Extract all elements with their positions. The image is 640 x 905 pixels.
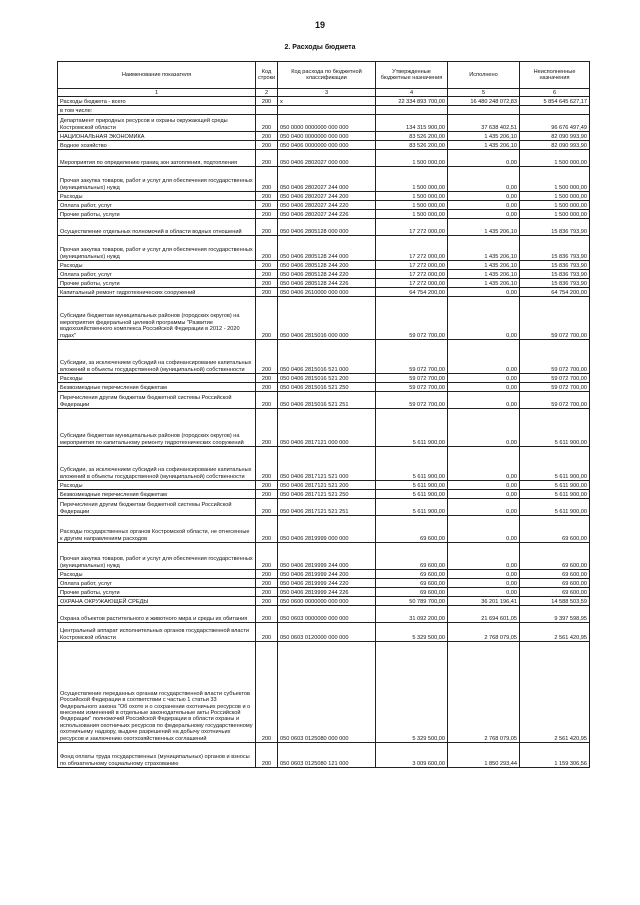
row-approved-cell: 69 600,00 (376, 516, 448, 543)
row-budget-code-cell: 050 0406 2805128 244 226 (278, 279, 376, 288)
row-unexecuted-cell: 5 854 645 627,17 (520, 97, 590, 106)
column-number: 4 (376, 89, 448, 97)
row-budget-code-cell: 050 0603 0125080 121 000 (278, 743, 376, 768)
table-row (58, 447, 590, 481)
row-executed-cell: 1 435 206,10 (448, 270, 520, 279)
row-budget-code-cell: 050 0406 2802027 244 200 (278, 192, 376, 201)
row-code-cell: 200 (256, 642, 278, 743)
row-code-cell: 200 (256, 201, 278, 210)
table-row (58, 570, 590, 579)
row-approved-cell: 1 500 000,00 (376, 210, 448, 219)
row-unexecuted-cell: 5 611 900,00 (520, 490, 590, 499)
table-row (58, 141, 590, 150)
section-title: 2. Расходы бюджета (284, 44, 356, 51)
row-unexecuted-cell: 2 561 420,95 (520, 642, 590, 743)
table-row (58, 132, 590, 141)
row-executed-cell: 0,00 (448, 392, 520, 409)
column-header-budget-code: Код расхода по бюджетной классификации (278, 62, 376, 89)
row-code-cell: 200 (256, 606, 278, 623)
table-row (58, 192, 590, 201)
row-name-cell: ОХРАНА ОКРУЖАЮЩЕЙ СРЕДЫ (58, 597, 256, 606)
row-budget-code-cell: 050 0406 2819999 244 226 (278, 588, 376, 597)
row-name-cell: Расходы бюджета - всего (58, 97, 256, 106)
table-row (58, 383, 590, 392)
row-executed-cell: 0,00 (448, 374, 520, 383)
row-name-cell: Субсидии, за исключением субсидий на софинансирование капитальных вложений в объекты государственной (муниципальной) собственности (58, 340, 256, 374)
row-code-cell: 200 (256, 409, 278, 447)
row-budget-code-cell: 050 0406 2819999 244 000 (278, 543, 376, 570)
row-unexecuted-cell: 1 500 000,00 (520, 210, 590, 219)
row-code-cell: 200 (256, 261, 278, 270)
row-budget-code-cell: 050 0603 0120000 000 000 (278, 623, 376, 642)
column-number-row (58, 89, 590, 97)
row-name-cell: Безвозмездные перечисления бюджетам (58, 383, 256, 392)
column-header-executed: Исполнено (448, 62, 520, 89)
row-budget-code-cell: 050 0406 2805128 244 000 (278, 236, 376, 261)
row-executed-cell: 1 435 206,10 (448, 132, 520, 141)
table-row (58, 642, 590, 743)
column-header-name: Наименование показателя (58, 62, 256, 89)
row-name-cell: Оплата работ, услуг (58, 270, 256, 279)
row-unexecuted-cell: 5 611 900,00 (520, 409, 590, 447)
row-approved-cell: 1 500 000,00 (376, 201, 448, 210)
row-approved-cell: 64 754 200,00 (376, 288, 448, 297)
column-number: 6 (520, 89, 590, 97)
table-row (58, 97, 590, 106)
row-budget-code-cell (278, 106, 376, 115)
table-row (58, 279, 590, 288)
expenditure-table (57, 61, 590, 768)
column-number: 1 (58, 89, 256, 97)
row-code-cell: 200 (256, 743, 278, 768)
row-approved-cell: 69 600,00 (376, 543, 448, 570)
table-row (58, 340, 590, 374)
row-unexecuted-cell: 69 600,00 (520, 516, 590, 543)
row-code-cell: 200 (256, 219, 278, 236)
row-executed-cell: 0,00 (448, 167, 520, 192)
row-unexecuted-cell: 15 836 793,90 (520, 261, 590, 270)
row-approved-cell: 17 272 000,00 (376, 279, 448, 288)
row-budget-code-cell: 050 0406 2819999 244 200 (278, 570, 376, 579)
row-budget-code-cell: 050 0406 2815016 000 000 (278, 297, 376, 340)
row-code-cell: 200 (256, 499, 278, 516)
row-unexecuted-cell: 1 500 000,00 (520, 150, 590, 167)
row-code-cell: 200 (256, 167, 278, 192)
row-approved-cell: 3 009 600,00 (376, 743, 448, 768)
row-executed-cell: 0,00 (448, 481, 520, 490)
row-approved-cell: 69 600,00 (376, 570, 448, 579)
row-executed-cell: 0,00 (448, 543, 520, 570)
row-budget-code-cell: 050 0406 2805128 244 220 (278, 270, 376, 279)
table-row (58, 150, 590, 167)
row-code-cell: 200 (256, 115, 278, 132)
row-unexecuted-cell: 64 754 200,00 (520, 288, 590, 297)
column-header-unexecuted: Неисполненные назначения (520, 62, 590, 89)
row-budget-code-cell: 050 0406 2802027 244 226 (278, 210, 376, 219)
row-code-cell: 200 (256, 516, 278, 543)
row-executed-cell: 1 435 206,10 (448, 236, 520, 261)
table-row (58, 623, 590, 642)
row-code-cell: 200 (256, 97, 278, 106)
row-name-cell: Безвозмездные перечисления бюджетам (58, 490, 256, 499)
row-budget-code-cell: 050 0406 2819999 244 220 (278, 579, 376, 588)
row-budget-code-cell: 050 0406 2817121 521 251 (278, 499, 376, 516)
row-unexecuted-cell: 15 836 793,90 (520, 236, 590, 261)
row-code-cell: 200 (256, 383, 278, 392)
row-executed-cell: 1 435 206,10 (448, 141, 520, 150)
row-code-cell: 200 (256, 236, 278, 261)
table-row (58, 219, 590, 236)
row-approved-cell: 5 611 900,00 (376, 490, 448, 499)
table-row (58, 588, 590, 597)
table-row (58, 543, 590, 570)
column-number: 2 (256, 89, 278, 97)
row-executed-cell: 0,00 (448, 447, 520, 481)
row-executed-cell: 0,00 (448, 499, 520, 516)
table-row (58, 261, 590, 270)
table-row (58, 597, 590, 606)
column-number: 5 (448, 89, 520, 97)
row-executed-cell: 0,00 (448, 579, 520, 588)
row-unexecuted-cell: 69 600,00 (520, 570, 590, 579)
table-row (58, 374, 590, 383)
row-name-cell: Перечисления другим бюджетам бюджетной системы Российской Федерации (58, 392, 256, 409)
row-executed-cell: 0,00 (448, 516, 520, 543)
table-row (58, 115, 590, 132)
row-name-cell: Прочие работы, услуги (58, 588, 256, 597)
row-code-cell: 200 (256, 543, 278, 570)
table-row (58, 210, 590, 219)
row-executed-cell (448, 106, 520, 115)
row-executed-cell: 0,00 (448, 383, 520, 392)
table-row (58, 409, 590, 447)
row-name-cell: Расходы (58, 374, 256, 383)
row-code-cell: 200 (256, 374, 278, 383)
row-budget-code-cell: 050 0406 2815016 521 000 (278, 340, 376, 374)
row-approved-cell: 1 500 000,00 (376, 192, 448, 201)
row-code-cell (256, 106, 278, 115)
row-unexecuted-cell: 59 072 700,00 (520, 297, 590, 340)
row-executed-cell: 36 201 196,41 (448, 597, 520, 606)
row-code-cell: 200 (256, 447, 278, 481)
row-budget-code-cell: 050 0000 0000000 000 000 (278, 115, 376, 132)
row-approved-cell: 59 072 700,00 (376, 374, 448, 383)
row-approved-cell (376, 106, 448, 115)
row-name-cell: Департамент природных ресурсов и охраны окружающей среды Костромской области (58, 115, 256, 132)
row-budget-code-cell: 050 0406 2815016 521 251 (278, 392, 376, 409)
table-row (58, 516, 590, 543)
row-name-cell: Оплата работ, услуг (58, 579, 256, 588)
row-approved-cell: 17 272 000,00 (376, 236, 448, 261)
row-approved-cell: 5 611 900,00 (376, 447, 448, 481)
row-name-cell: Расходы (58, 192, 256, 201)
table-row (58, 392, 590, 409)
row-name-cell: Фонд оплаты труда государственных (муниципальных) органов и взносы по обязательному социальному страхованию (58, 743, 256, 768)
row-budget-code-cell: 050 0406 2805128 000 000 (278, 219, 376, 236)
row-executed-cell: 1 435 206,10 (448, 219, 520, 236)
row-code-cell: 200 (256, 288, 278, 297)
table-row (58, 490, 590, 499)
row-approved-cell: 50 789 700,00 (376, 597, 448, 606)
page-number: 19 (314, 20, 325, 30)
row-name-cell: Охрана объектов растительного и животного мира и среды их обитания (58, 606, 256, 623)
row-unexecuted-cell: 5 611 900,00 (520, 447, 590, 481)
row-approved-cell: 17 272 000,00 (376, 219, 448, 236)
row-code-cell: 200 (256, 279, 278, 288)
row-approved-cell: 5 329 500,00 (376, 623, 448, 642)
table-row (58, 201, 590, 210)
row-code-cell: 200 (256, 570, 278, 579)
row-executed-cell: 1 435 206,10 (448, 261, 520, 270)
row-name-cell: в том числе: (58, 106, 256, 115)
row-executed-cell: 0,00 (448, 201, 520, 210)
row-budget-code-cell: 050 0406 2819999 000 000 (278, 516, 376, 543)
row-budget-code-cell: 050 0406 2815016 521 250 (278, 383, 376, 392)
row-budget-code-cell: 050 0400 0000000 000 000 (278, 132, 376, 141)
row-name-cell: НАЦИОНАЛЬНАЯ ЭКОНОМИКА (58, 132, 256, 141)
row-approved-cell: 31 092 200,00 (376, 606, 448, 623)
row-budget-code-cell: 050 0406 2802027 000 000 (278, 150, 376, 167)
row-budget-code-cell: 050 0406 2817121 521 250 (278, 490, 376, 499)
row-unexecuted-cell: 59 072 700,00 (520, 383, 590, 392)
row-name-cell: Центральный аппарат исполнительных органов государственной власти Костромской области (58, 623, 256, 642)
table-row (58, 236, 590, 261)
row-executed-cell: 0,00 (448, 340, 520, 374)
row-code-cell: 200 (256, 141, 278, 150)
row-budget-code-cell: 050 0406 2817121 000 000 (278, 409, 376, 447)
table-row (58, 288, 590, 297)
column-header-code: Код строки (256, 62, 278, 89)
row-name-cell: Перечисления другим бюджетам бюджетной системы Российской Федерации (58, 499, 256, 516)
row-budget-code-cell: 050 0406 0000000 000 000 (278, 141, 376, 150)
row-executed-cell: 2 768 079,05 (448, 642, 520, 743)
row-executed-cell: 2 768 079,05 (448, 623, 520, 642)
row-approved-cell: 22 334 893 700,00 (376, 97, 448, 106)
row-budget-code-cell: 050 0406 2802027 244 000 (278, 167, 376, 192)
row-unexecuted-cell: 1 500 000,00 (520, 201, 590, 210)
row-approved-cell: 5 329 500,00 (376, 642, 448, 743)
row-name-cell: Прочая закупка товаров, работ и услуг для обеспечения государственных (муниципальных) нужд (58, 543, 256, 570)
row-budget-code-cell: 050 0406 2817121 521 000 (278, 447, 376, 481)
row-unexecuted-cell: 15 836 793,90 (520, 270, 590, 279)
table-row (58, 297, 590, 340)
row-code-cell: 200 (256, 270, 278, 279)
row-code-cell: 200 (256, 210, 278, 219)
row-approved-cell: 5 611 900,00 (376, 409, 448, 447)
row-approved-cell: 83 526 200,00 (376, 141, 448, 150)
row-executed-cell: 0,00 (448, 210, 520, 219)
table-row (58, 499, 590, 516)
row-name-cell: Капитальный ремонт гидротехнических сооружений (58, 288, 256, 297)
row-name-cell: Расходы (58, 261, 256, 270)
table-row (58, 106, 590, 115)
row-name-cell: Расходы (58, 481, 256, 490)
row-approved-cell: 134 315 900,00 (376, 115, 448, 132)
row-approved-cell: 1 500 000,00 (376, 150, 448, 167)
table-row (58, 481, 590, 490)
row-unexecuted-cell: 1 159 306,56 (520, 743, 590, 768)
row-budget-code-cell: 050 0603 0000000 000 000 (278, 606, 376, 623)
row-name-cell: Расходы государственных органов Костромской области, не отнесенные к другим направлениям расходов (58, 516, 256, 543)
row-code-cell: 200 (256, 297, 278, 340)
row-name-cell: Прочая закупка товаров, работ и услуг для обеспечения государственных (муниципальных) нужд (58, 236, 256, 261)
row-executed-cell: 0,00 (448, 409, 520, 447)
row-unexecuted-cell: 5 611 900,00 (520, 481, 590, 490)
table-row (58, 743, 590, 768)
row-budget-code-cell: x (278, 97, 376, 106)
row-budget-code-cell: 050 0406 2805128 244 200 (278, 261, 376, 270)
row-approved-cell: 17 272 000,00 (376, 270, 448, 279)
column-number: 3 (278, 89, 376, 97)
row-executed-cell: 16 480 248 072,83 (448, 97, 520, 106)
row-name-cell: Осуществление отдельных полномочий в области водных отношений (58, 219, 256, 236)
row-unexecuted-cell: 9 397 598,95 (520, 606, 590, 623)
row-budget-code-cell: 050 0406 2815016 521 200 (278, 374, 376, 383)
row-approved-cell: 5 611 900,00 (376, 481, 448, 490)
row-code-cell: 200 (256, 588, 278, 597)
row-name-cell: Расходы (58, 570, 256, 579)
table-row (58, 167, 590, 192)
row-approved-cell: 5 611 900,00 (376, 499, 448, 516)
row-code-cell: 200 (256, 340, 278, 374)
row-code-cell: 200 (256, 150, 278, 167)
table-row (58, 579, 590, 588)
row-executed-cell: 0,00 (448, 570, 520, 579)
row-unexecuted-cell: 82 090 993,90 (520, 132, 590, 141)
row-budget-code-cell: 050 0406 2610000 000 000 (278, 288, 376, 297)
row-name-cell: Субсидии бюджетам муниципальных районов (городских округов) на мероприятия по капитальному ремонту гидротехнических сооружений (58, 409, 256, 447)
row-approved-cell: 59 072 700,00 (376, 392, 448, 409)
row-approved-cell: 17 272 000,00 (376, 261, 448, 270)
row-unexecuted-cell: 59 072 700,00 (520, 374, 590, 383)
row-executed-cell: 1 850 293,44 (448, 743, 520, 768)
row-unexecuted-cell: 69 600,00 (520, 543, 590, 570)
row-name-cell: Прочая закупка товаров, работ и услуг для обеспечения государственных (муниципальных) нужд (58, 167, 256, 192)
table-row (58, 606, 590, 623)
row-unexecuted-cell: 14 588 503,59 (520, 597, 590, 606)
row-unexecuted-cell: 15 836 793,90 (520, 279, 590, 288)
row-executed-cell: 21 694 601,05 (448, 606, 520, 623)
row-name-cell: Осуществление переданных органам государственной власти субъектов Российской Федерации в соответствии с частью 1 статьи 33 Федерального закона "Об охоте и о сохранении охотничьих ресурсов и о внесении изменений в отдельные законодательные акты Российской Федерации" полномочий Российской Федерации в области охраны и использования охотничьих ресурсов по федеральному государственному охотничьему надзору, выдаче разрешений на добычу охотничьих ресурсов и заключению охотхозяйственных соглашений (58, 642, 256, 743)
row-code-cell: 200 (256, 490, 278, 499)
row-unexecuted-cell: 69 600,00 (520, 588, 590, 597)
row-approved-cell: 1 500 000,00 (376, 167, 448, 192)
row-name-cell: Прочие работы, услуги (58, 279, 256, 288)
row-name-cell: Субсидии, за исключением субсидий на софинансирование капитальных вложений в объекты государственной (муниципальной) собственности (58, 447, 256, 481)
row-code-cell: 200 (256, 623, 278, 642)
row-unexecuted-cell: 5 611 900,00 (520, 499, 590, 516)
row-code-cell: 200 (256, 192, 278, 201)
row-approved-cell: 69 600,00 (376, 579, 448, 588)
row-unexecuted-cell: 59 072 700,00 (520, 340, 590, 374)
row-approved-cell: 59 072 700,00 (376, 297, 448, 340)
row-name-cell: Оплата работ, услуг (58, 201, 256, 210)
row-executed-cell: 1 435 206,10 (448, 279, 520, 288)
row-name-cell: Прочие работы, услуги (58, 210, 256, 219)
table-header-row (58, 62, 590, 89)
row-executed-cell: 0,00 (448, 588, 520, 597)
table-body (58, 97, 590, 768)
row-unexecuted-cell: 82 090 993,90 (520, 141, 590, 150)
row-code-cell: 200 (256, 392, 278, 409)
row-unexecuted-cell: 1 500 000,00 (520, 167, 590, 192)
row-budget-code-cell: 050 0600 0000000 000 000 (278, 597, 376, 606)
row-unexecuted-cell: 15 836 793,90 (520, 219, 590, 236)
row-approved-cell: 59 072 700,00 (376, 340, 448, 374)
row-unexecuted-cell: 59 072 700,00 (520, 392, 590, 409)
row-unexecuted-cell: 69 600,00 (520, 579, 590, 588)
row-approved-cell: 69 600,00 (376, 588, 448, 597)
row-name-cell: Субсидии бюджетам муниципальных районов (городских округов) на мероприятия федеральной целевой программы "Развитие водохозяйственного комплекса Российской Федерации в 2012 - 2020 годах" (58, 297, 256, 340)
row-unexecuted-cell: 2 561 420,95 (520, 623, 590, 642)
row-unexecuted-cell: 1 500 000,00 (520, 192, 590, 201)
row-executed-cell: 0,00 (448, 192, 520, 201)
row-unexecuted-cell (520, 106, 590, 115)
row-code-cell: 200 (256, 132, 278, 141)
row-approved-cell: 59 072 700,00 (376, 383, 448, 392)
row-code-cell: 200 (256, 579, 278, 588)
row-budget-code-cell: 050 0406 2802027 244 220 (278, 201, 376, 210)
row-executed-cell: 0,00 (448, 150, 520, 167)
row-budget-code-cell: 050 0406 2817121 521 200 (278, 481, 376, 490)
row-name-cell: Водное хозяйство (58, 141, 256, 150)
row-code-cell: 200 (256, 597, 278, 606)
column-header-approved: Утвержденные бюджетные назначения (376, 62, 448, 89)
row-executed-cell: 0,00 (448, 297, 520, 340)
table-row (58, 270, 590, 279)
row-name-cell: Мероприятия по определению границ зон затопления, подтопления (58, 150, 256, 167)
row-executed-cell: 0,00 (448, 288, 520, 297)
row-executed-cell: 0,00 (448, 490, 520, 499)
row-unexecuted-cell: 96 676 497,49 (520, 115, 590, 132)
row-approved-cell: 83 526 200,00 (376, 132, 448, 141)
row-budget-code-cell: 050 0603 0125080 000 000 (278, 642, 376, 743)
row-code-cell: 200 (256, 481, 278, 490)
row-executed-cell: 37 638 402,51 (448, 115, 520, 132)
